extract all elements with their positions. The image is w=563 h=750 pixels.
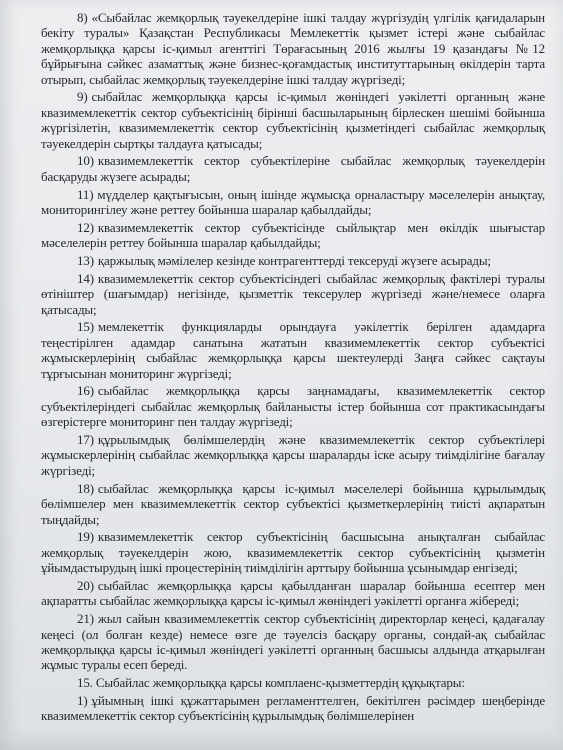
item-text: квазимемлекеттік сектор субъектісіндегі сыбайлас жемқорлық фактілері туралы өтініштер (шағымдар) негізінде, қызметтік тексерулер жүргізеді және/немесе оларға қатысады; — [41, 270, 545, 317]
item-number: 14) — [77, 270, 94, 286]
paragraph-item-16 — [41, 383, 545, 429]
item-text: сыбайлас жемқорлыққа қарсы заңнамадағы, квазимемлекеттік сектор субъектілеріндегі сыбайлас жемқорлық байланысты істер бойынша сот практикасындағы өзгерістерге мониторинг пен талдау жүргізеді; — [41, 383, 545, 430]
paragraph-item-15 — [41, 319, 545, 381]
item-number: 11) — [77, 186, 94, 202]
item-number: 20) — [77, 577, 94, 593]
item-number: 18) — [77, 480, 94, 496]
item-text: «Сыбайлас жемқорлық тәуекелдеріне ішкі талдау жүргізудің үлгілік қағидаларын бекіту туралы» Қазақстан Республикасы Мемлекеттік қызмет істері және сыбайлас жемқорлыққа қарсы іс-қимыл агенттігі Төрағасының 2016 жылғы 19 қазандағы №12 бұйрығына сәйкес азаматтық және бизнес-қоғамдастық институттарының өкілдерін тарта отырып, сыбайлас жемқорлық тәуекелдеріне ішкі талдау жүргізеді; — [41, 10, 545, 87]
paragraph-item-12 — [41, 220, 545, 251]
item-text: сыбайлас жемқорлыққа қарсы қабылданған шаралар бойынша есептер мен ақпаратты сыбайлас жемқорлыққа қарсы іс-қимыл жөніндегі уәкілетті органға жібереді; — [41, 577, 545, 609]
item-text: сыбайлас жемқорлыққа қарсы іс-қимыл мәселелері бойынша құрылымдық бөлімшелер мен квазимемлекеттік сектор субъектісі қызметкерлерінің тиісті ақпаратын тыңдайды; — [41, 480, 545, 527]
item-number: 12) — [77, 219, 94, 235]
paragraph-item-10 — [41, 153, 545, 184]
item-text: мүдделер қақтығысын, оның ішінде жұмысқа орналастыру мәселелерін анықтау, мониторингілеу және реттеу бойынша шаралар қабылдайды; — [41, 186, 545, 218]
item-number: 19) — [77, 529, 94, 545]
paragraph-item-21 — [41, 611, 545, 673]
item-number: 15) — [77, 319, 94, 335]
paragraph-item-8 — [41, 10, 545, 87]
item-text: мемлекеттік функцияларды орындауға уәкілеттік берілген адамдарға теңестірілген адамдар санатына жататын квазимемлекеттік сектор субъектісі жұмыскерлерінің сыбайлас жемқорлыққа қарсы шектеулерді Заңға сәйкес сақтауы тұрғысынан мониторинг жүргізеді; — [41, 319, 545, 381]
item-number: 17) — [77, 432, 94, 448]
paragraph-item-9 — [41, 89, 545, 151]
item-text: сыбайлас жемқорлыққа қарсы іс-қимыл жөніндегі уәкілетті органның және квазимемлекеттік сектор субъектісінің бірінші басшыларының бірлескен шешімі бойынша жүргізілетін, квазимемлекеттік сектор субъектісінің қызметіндегі сыбайлас жемқорлық тәуекелдерін сыртқы талдауға қатысады; — [41, 89, 545, 151]
item-text: квазимемлекеттік сектор субъектісінде сыйлықтар мен өкілдік шығыстар мәселелерін реттеу бойынша шаралар қабылдайды; — [41, 219, 545, 251]
paragraph-item-14 — [41, 271, 545, 317]
item-text: қаржылық мәмілелер кезінде контрагенттерді тексеруді жүзеге асырады; — [97, 253, 491, 269]
paragraph-item-18 — [41, 481, 545, 527]
item-number: 9) — [77, 89, 88, 105]
item-number: 10) — [77, 153, 94, 169]
item-number: 13) — [77, 253, 94, 269]
item-number: 21) — [77, 611, 94, 627]
paragraph-item-17 — [41, 432, 545, 478]
paragraph-rights-item-1 — [41, 693, 545, 724]
item-text: ұйымның ішкі құжаттарымен регламенттелген, бекітілген рәсімдер шеңберінде квазимемлекеттік сектор субъектісінің құрылымдық бөлімшелерінен — [41, 692, 545, 724]
item-text: құрылымдық бөлімшелердің және квазимемлекеттік сектор субъектілері жұмыскерлерінің сыбайлас жемқорлыққа қарсы шараларды іске асыру тиімділігіне бағалау жүргізеді; — [41, 432, 545, 478]
paragraph-item-20 — [41, 578, 545, 609]
paragraph-item-11 — [41, 187, 545, 218]
paragraph-item-13 — [41, 253, 545, 268]
item-number: 8) — [77, 10, 88, 25]
section-heading-15 — [41, 675, 545, 690]
item-number: 1) — [77, 692, 88, 708]
item-number: 16) — [77, 383, 94, 399]
item-text: квазимемлекеттік сектор субъектілеріне сыбайлас жемқорлық тәуекелдерін басқаруды жүзеге асырады; — [41, 153, 545, 184]
item-text: квазимемлекеттік сектор субъектісінің басшысына анықталған сыбайлас жемқорлық тәуекелдерін жою, квазимемлекеттік сектор субъектісінің қызметін ұйымдастырудың ішкі процестерінің тиімділігін арттыру бойынша ұсынымдар енгізеді; — [41, 529, 545, 576]
item-text: жыл сайын квазимемлекеттік сектор субъектісінің директорлар кеңесі, қадағалау кеңесі (ол болған кезде) немесе өзге де тәуелсіз басқару органы, сондай-ақ сыбайлас жемқорлыққа қарсы іс-қимыл жөніндегі уәкілетті органның басшысы алдында атқарылған жұмыс туралы есеп береді. — [41, 611, 545, 673]
heading-text: 15. Сыбайлас жемқорлыққа қарсы комплаенс-қызметтердің құқықтары: — [77, 675, 465, 691]
document-body — [41, 10, 545, 726]
paragraph-item-19 — [41, 529, 545, 575]
